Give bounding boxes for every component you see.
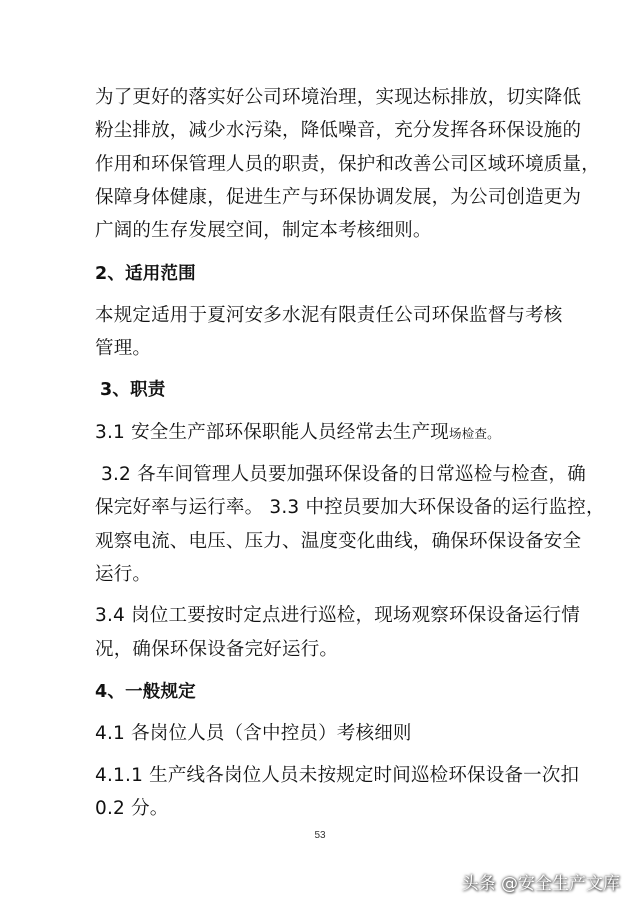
- item-3-2-line-4: 运行。: [95, 564, 152, 585]
- intro-line-2: 粉尘排放，减少水污染，降低噪音，充分发挥各环保设施的: [95, 120, 582, 141]
- item-4-1-1-line-2: 0.2 分。: [95, 798, 169, 819]
- intro-line-4: 保障身体健康，促进生产与环保协调发展，为公司创造更为: [95, 187, 582, 208]
- page-number: 53: [314, 830, 326, 841]
- source-watermark: 头条 @安全生产文库: [461, 874, 620, 894]
- section-4-heading: 4、一般规定: [95, 682, 196, 702]
- item-3-2-line-1: 3.2 各车间管理人员要加强环保设备的日常巡检与检查，确: [101, 464, 586, 485]
- section-2-line-2: 管理。: [95, 338, 152, 359]
- item-3-2-line-2: 保完好率与运行率。 3.3 中控员要加大环保设备的运行监控，: [95, 497, 605, 518]
- item-3-4-line-2: 况，确保环保设备完好运行。: [95, 639, 339, 660]
- intro-line-3: 作用和环保管理人员的职责，保护和改善公司区域环境质量，: [95, 154, 600, 175]
- item-3-1-main-text: 3.1 安全生产部环保职能人员经常去生产现: [95, 422, 450, 443]
- item-4-1: 4.1 各岗位人员（含中控员）考核细则: [95, 723, 412, 744]
- item-4-1-1-line-1: 4.1.1 生产线各岗位人员未按规定时间巡检环保设备一次扣: [95, 765, 580, 786]
- item-3-1: [95, 421, 500, 446]
- section-2-heading: 2、适用范围: [95, 264, 196, 284]
- item-3-4-line-1: 3.4 岗位工要按时定点进行巡检，现场观察环保设备运行情: [95, 605, 580, 626]
- item-3-1-small-text: 场检查。: [449, 426, 500, 441]
- section-3-heading: 3、职责: [100, 380, 166, 400]
- intro-line-5: 广阔的生存发展空间，制定本考核细则。: [95, 220, 432, 241]
- section-2-line-1: 本规定适用于夏河安多水泥有限责任公司环保监督与考核: [95, 305, 563, 326]
- intro-line-1: 为了更好的落实好公司环境治理，实现达标排放，切实降低: [95, 87, 582, 108]
- item-3-2-line-3: 观察电流、电压、压力、温度变化曲线，确保环保设备安全: [95, 531, 582, 552]
